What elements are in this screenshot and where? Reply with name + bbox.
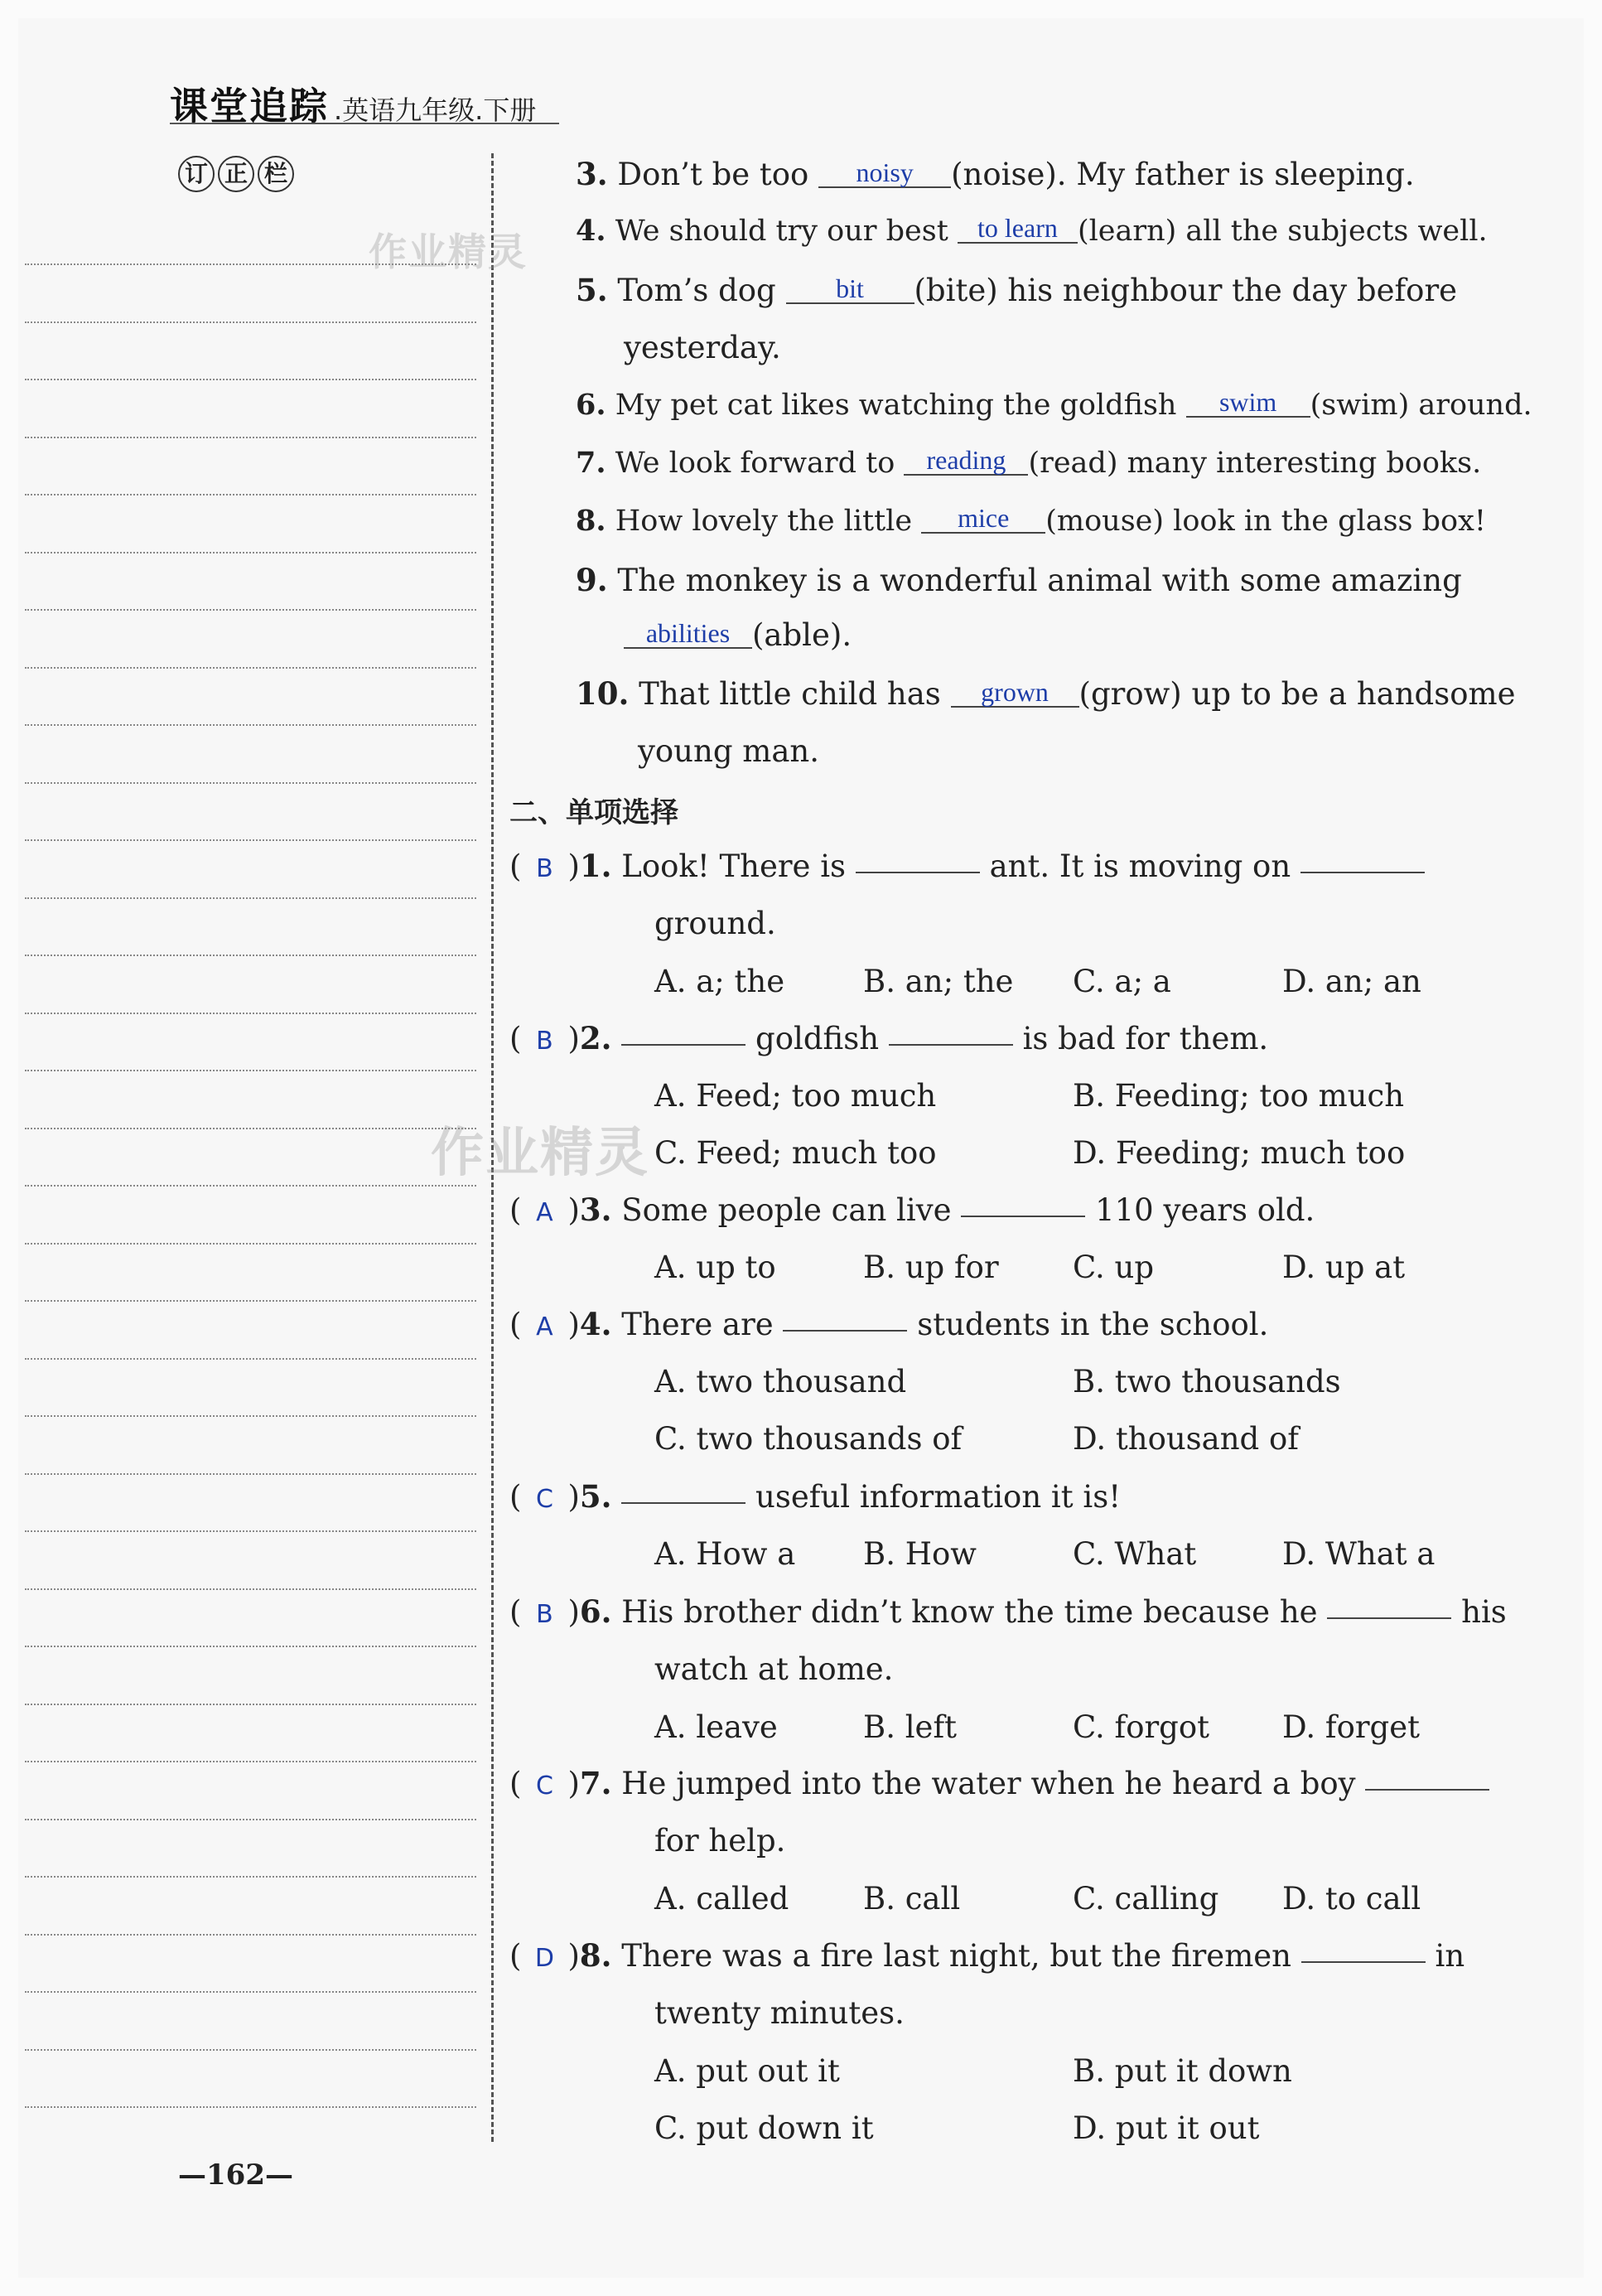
option: D. thousand of (1073, 1421, 1299, 1457)
fill-item-continuation (624, 617, 852, 653)
item-text: The monkey is a wonderful animal with some amazing (617, 563, 1462, 598)
item-number: 7. (579, 1765, 612, 1801)
option: A. leave (654, 1709, 778, 1745)
option: D. an; an (1282, 964, 1421, 999)
item-text: How lovely the little (615, 505, 913, 538)
item-text: (learn) all the subjects well. (1077, 215, 1488, 248)
answer-blank (621, 1502, 746, 1504)
correction-line (25, 552, 476, 553)
option: D. to call (1282, 1881, 1421, 1917)
correction-line (25, 437, 476, 438)
question-continuation: ground. (654, 906, 776, 941)
option: B. two thousands (1073, 1364, 1341, 1399)
question-text: Look! There is (621, 848, 847, 884)
item-text: Don’t be too (617, 157, 809, 192)
item-text: (able). (752, 617, 852, 653)
answer-blank (783, 1330, 907, 1332)
correction-line (25, 1704, 476, 1705)
option: A. called (654, 1881, 789, 1917)
fill-item (576, 388, 1532, 422)
item-number: 7. (576, 446, 606, 480)
correction-line (25, 1819, 476, 1820)
item-number: 10. (576, 675, 630, 712)
question-text: in (1435, 1938, 1465, 1974)
option: C. forgot (1073, 1709, 1210, 1745)
header-rule (170, 123, 559, 124)
item-number: 8. (579, 1937, 612, 1974)
fill-item (576, 446, 1481, 480)
answer-paren: ) (567, 1021, 580, 1056)
question-text: He jumped into the water when he heard a boy (621, 1766, 1356, 1801)
answer-paren: ( (509, 1938, 522, 1974)
answer-paren: ) (567, 1192, 580, 1228)
correction-line (25, 1588, 476, 1590)
option: B. put it down (1073, 2053, 1292, 2089)
item-text: (bite) his neighbour the day before (914, 273, 1458, 308)
option: C. Feed; much too (654, 1135, 937, 1171)
item-text: (grow) up to be a handsome (1078, 676, 1516, 712)
mc-question (509, 1593, 1507, 1630)
question-text: 110 years old. (1095, 1192, 1315, 1228)
answer-blank (889, 1044, 1013, 1046)
question-text: useful information it is! (755, 1479, 1122, 1515)
section-title: 二、单项选择 (509, 796, 678, 829)
option: B. call (863, 1881, 961, 1917)
correction-line (25, 667, 476, 669)
correction-char: 栏 (258, 156, 294, 192)
watermark: 作业精灵 (369, 230, 528, 274)
answer-paren: ( (509, 1307, 522, 1342)
item-number: 2. (579, 1020, 612, 1056)
answer-blank: mice (921, 504, 1045, 534)
correction-line (25, 1415, 476, 1417)
answer-blank: to learn (958, 214, 1078, 244)
item-text: (read) many interesting books. (1028, 447, 1482, 480)
item-text: We look forward to (615, 447, 895, 480)
correction-line (25, 897, 476, 899)
answer-blank: abilities (624, 619, 752, 649)
item-number: 9. (576, 562, 608, 598)
item-number: 3. (579, 1192, 612, 1228)
option: C. a; a (1073, 964, 1171, 999)
item-text: We should try our best (615, 215, 948, 248)
answer-letter: B (536, 854, 553, 883)
option: C. two thousands of (654, 1421, 963, 1457)
correction-line (25, 379, 476, 380)
option: C. What (1073, 1536, 1197, 1572)
mc-question (509, 1937, 1464, 1974)
fill-item (576, 562, 1462, 598)
option: C. calling (1073, 1881, 1219, 1917)
item-number: 5. (579, 1478, 612, 1515)
correction-line (25, 1934, 476, 1936)
correction-char: 正 (218, 156, 254, 192)
option: B. Feeding; too much (1073, 1078, 1405, 1114)
question-text: ant. It is moving on (989, 848, 1291, 884)
answer-letter: C (535, 1772, 553, 1801)
question-text: is bad for them. (1022, 1021, 1269, 1056)
question-continuation: for help. (654, 1823, 786, 1859)
answer-paren: ) (567, 848, 580, 884)
correction-line (25, 1185, 476, 1187)
answer-letter: A (536, 1312, 553, 1341)
item-number: 3. (576, 156, 608, 192)
answer-blank (1301, 1961, 1426, 1963)
fill-item (576, 504, 1486, 538)
item-number: 6. (576, 388, 606, 422)
item-number: 8. (576, 504, 606, 538)
question-text: There was a fire last night, but the firemen (621, 1938, 1292, 1974)
correction-line (25, 1646, 476, 1647)
answer-blank: reading (904, 446, 1028, 476)
answer-blank (1300, 872, 1425, 873)
mc-question (509, 1478, 1121, 1515)
answer-paren: ( (509, 848, 522, 884)
fill-item-continuation: yesterday. (624, 330, 781, 365)
mc-question (509, 1020, 1268, 1056)
answer-blank (856, 872, 980, 873)
answer-blank (1327, 1617, 1451, 1619)
correction-line (25, 1358, 476, 1360)
option: D. What a (1282, 1536, 1436, 1572)
fill-item-continuation: young man. (638, 733, 820, 769)
answer-paren: ( (509, 1021, 522, 1056)
answer-paren: ) (567, 1307, 580, 1342)
question-text: There are (621, 1307, 774, 1342)
correction-line (25, 1761, 476, 1762)
option: C. up (1073, 1250, 1155, 1285)
mc-question (509, 848, 1425, 884)
option: B. left (863, 1709, 958, 1745)
correction-line (25, 1991, 476, 1993)
answer-blank (621, 1044, 746, 1046)
mc-question (509, 1192, 1315, 1228)
question-continuation: watch at home. (654, 1651, 894, 1687)
correction-line (25, 321, 476, 323)
correction-line (25, 955, 476, 956)
correction-line (25, 1013, 476, 1014)
answer-letter: A (536, 1198, 553, 1227)
question-text: his (1461, 1594, 1507, 1630)
option: B. How (863, 1536, 977, 1572)
item-number: 1. (579, 848, 612, 884)
mc-question (509, 1306, 1268, 1342)
item-text: (swim) around. (1310, 389, 1532, 422)
option: A. two thousand (654, 1364, 907, 1399)
answer-blank: noisy (818, 158, 951, 188)
correction-line (25, 724, 476, 726)
option: C. put down it (654, 2110, 874, 2146)
option: A. up to (654, 1250, 776, 1285)
answer-paren: ( (509, 1594, 522, 1630)
correction-char: 订 (178, 156, 215, 192)
answer-blank: grown (951, 678, 1079, 708)
item-text: My pet cat likes watching the goldfish (615, 389, 1177, 422)
option: D. forget (1282, 1709, 1420, 1745)
question-continuation: twenty minutes. (654, 1995, 905, 2031)
mc-question (509, 1765, 1489, 1801)
item-text: Tom’s dog (617, 273, 776, 308)
fill-item (576, 156, 1415, 192)
correction-line (25, 839, 476, 841)
correction-line (25, 782, 476, 784)
answer-blank: bit (786, 274, 914, 304)
brand-title: 课堂追踪 (170, 84, 329, 128)
fill-item (576, 214, 1488, 248)
correction-line (25, 1876, 476, 1878)
option: D. put it out (1073, 2110, 1260, 2146)
answer-paren: ) (567, 1938, 580, 1974)
option: A. How a (654, 1536, 796, 1572)
option: A. a; the (654, 964, 785, 999)
watermark: 作业精灵 (431, 1123, 649, 1184)
page-number: —162— (178, 2158, 293, 2192)
item-text: That little child has (639, 676, 941, 712)
correction-line (25, 609, 476, 611)
answer-letter: B (536, 1600, 553, 1629)
correction-line (25, 1300, 476, 1302)
option: B. an; the (863, 964, 1014, 999)
answer-letter: B (536, 1027, 553, 1056)
answer-letter: C (535, 1485, 553, 1514)
answer-paren: ) (567, 1766, 580, 1801)
correction-line (25, 2106, 476, 2108)
answer-paren: ) (567, 1479, 580, 1515)
answer-letter: D (534, 1944, 554, 1973)
fill-item (576, 272, 1457, 308)
option: D. Feeding; much too (1073, 1135, 1406, 1171)
item-text: (noise). My father is sleeping. (951, 157, 1415, 192)
answer-paren: ) (567, 1594, 580, 1630)
answer-paren: ( (509, 1766, 522, 1801)
correction-line (25, 494, 476, 495)
answer-blank: swim (1186, 388, 1310, 418)
book-subtitle: .英语九年级.下册 (334, 94, 537, 126)
item-number: 5. (576, 272, 608, 308)
correction-line (25, 1128, 476, 1129)
answer-paren: ( (509, 1192, 522, 1228)
answer-paren: ( (509, 1479, 522, 1515)
fill-item (576, 675, 1516, 712)
question-text: goldfish (755, 1021, 880, 1056)
question-text: His brother didn’t know the time because he (621, 1594, 1318, 1630)
correction-line (25, 1243, 476, 1245)
item-number: 4. (579, 1306, 612, 1342)
option: A. put out it (654, 2053, 840, 2089)
question-text: students in the school. (917, 1307, 1269, 1342)
correction-column-label (178, 156, 297, 192)
correction-line (25, 2049, 476, 2051)
item-number: 6. (579, 1593, 612, 1630)
option: A. Feed; too much (654, 1078, 937, 1114)
item-number: 4. (576, 214, 606, 248)
option: B. up for (863, 1250, 999, 1285)
answer-blank (961, 1216, 1085, 1217)
item-text: (mouse) look in the glass box! (1045, 505, 1486, 538)
question-text: Some people can live (621, 1192, 952, 1228)
correction-line (25, 1473, 476, 1475)
answer-blank (1365, 1789, 1489, 1791)
correction-line (25, 1530, 476, 1532)
option: D. up at (1282, 1250, 1406, 1285)
correction-line (25, 1070, 476, 1071)
